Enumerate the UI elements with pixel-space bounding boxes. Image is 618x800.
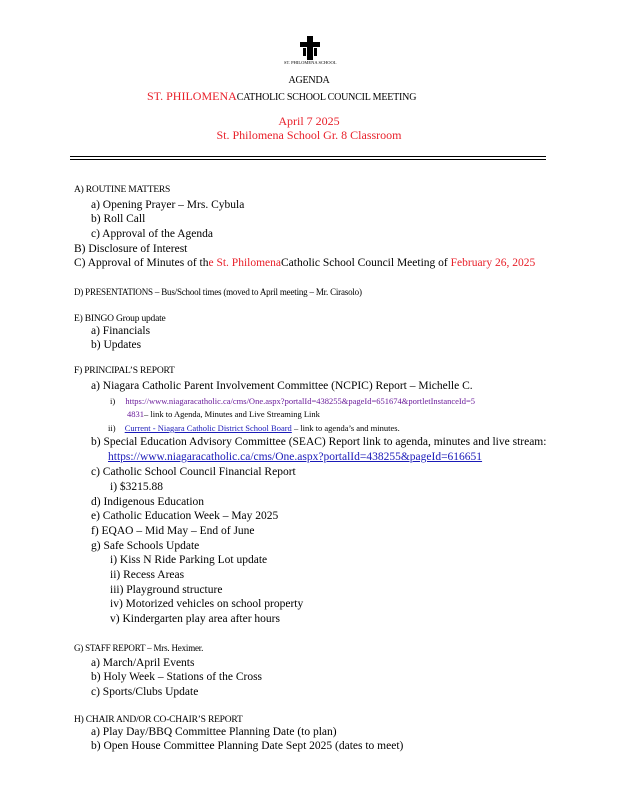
section-f-title: F) PRINCIPAL’S REPORT (74, 366, 175, 376)
ncpic-url[interactable]: https://www.niagaracatholic.ca/cms/One.aspx?portalId=438255&pageId=651674&portletInstanceId=5 (125, 396, 476, 406)
list-item: ii) Recess Areas (110, 569, 185, 581)
list-item: a) Play Day/BBQ Committee Planning Date (to plan) (91, 726, 337, 738)
section-c-mid: Catholic School Council Meeting of (281, 257, 451, 269)
list-item: e) Catholic Education Week – May 2025 (91, 510, 279, 522)
list-item: b) Roll Call (91, 213, 146, 225)
meeting-title (147, 89, 416, 104)
section-c-school: e St. Philomena (208, 257, 281, 269)
list-item: d) Indigenous Education (91, 496, 205, 508)
ncdsb-link-row (108, 423, 400, 433)
seac-link[interactable]: https://www.niagaracatholic.ca/cms/One.aspx?portalId=438255&pageId=616651 (108, 451, 483, 463)
list-item: f) EQAO – Mid May – End of June (91, 525, 255, 537)
divider-top (70, 156, 546, 157)
divider-bottom (70, 159, 546, 160)
list-item: g) Safe Schools Update (91, 540, 200, 552)
meeting-location: St. Philomena School Gr. 8 Classroom (216, 128, 402, 142)
ncpic-link-row-2 (127, 409, 320, 419)
list-item: b) Holy Week – Stations of the Cross (91, 671, 263, 683)
meeting-date: April 7 2025 (278, 114, 340, 128)
ncdsb-link[interactable]: Current - Niagara Catholic District School Board (124, 423, 292, 433)
list-item: i) Kiss N Ride Parking Lot update (110, 554, 268, 566)
section-c-line (74, 257, 535, 269)
ncdsb-link-desc: – link to agenda’s and minutes. (291, 423, 400, 433)
meeting-title-text: CATHOLIC SCHOOL COUNCIL MEETING (236, 92, 417, 103)
list-item: c) Sports/Clubs Update (91, 686, 199, 698)
list-item: a) Opening Prayer – Mrs. Cybula (91, 199, 245, 211)
section-a-title: A) ROUTINE MATTERS (74, 185, 171, 195)
list-item: v) Kindergarten play area after hours (110, 613, 280, 625)
list-item: a) March/April Events (91, 657, 195, 669)
school-name: ST. PHILOMENA (147, 89, 237, 103)
list-item: a) Niagara Catholic Parent Involvement Committee (NCPIC) Report – Michelle C. (91, 380, 473, 392)
logo-text: ST. PHILOMENA SCHOOL (284, 60, 337, 65)
ncpic-link-desc: – link to Agenda, Minutes and Live Streaming Link (144, 409, 320, 419)
section-c-prefix: C) Approval of Minutes of th (74, 257, 209, 269)
section-e-title: E) BINGO Group update (74, 314, 166, 324)
ncpic-url-cont[interactable]: 4831 (127, 409, 144, 419)
sub-item-number: i) (110, 396, 116, 406)
section-h-title: H) CHAIR AND/OR CO-CHAIR’S REPORT (74, 715, 243, 725)
section-c-date: February 26, 2025 (450, 257, 536, 269)
agenda-heading: AGENDA (288, 75, 330, 86)
list-item: c) Approval of the Agenda (91, 228, 213, 240)
list-item: b) Special Education Advisory Committee (SEAC) Report link to agenda, minutes and live stream: (91, 436, 547, 448)
list-item: a) Financials (91, 325, 151, 337)
seac-url[interactable] (108, 451, 482, 463)
list-item: iv) Motorized vehicles on school property (110, 598, 304, 610)
list-item: b) Open House Committee Planning Date Sept 2025 (dates to meet) (91, 740, 404, 752)
sub-item-number: ii) (108, 423, 116, 433)
ncpic-link-row (110, 396, 475, 406)
list-item: iii) Playground structure (110, 584, 223, 596)
section-g-title: G) STAFF REPORT – Mrs. Heximer. (74, 643, 204, 653)
list-item: b) Updates (91, 339, 142, 351)
list-item: c) Catholic School Council Financial Report (91, 466, 296, 478)
school-logo (284, 34, 337, 68)
section-d-line: D) PRESENTATIONS – Bus/School times (moved to April meeting – Mr. Cirasolo) (74, 287, 362, 297)
section-b-line: B) Disclosure of Interest (74, 243, 188, 255)
list-item: i) $3215.88 (110, 481, 164, 493)
cross-logo-icon (290, 34, 330, 62)
